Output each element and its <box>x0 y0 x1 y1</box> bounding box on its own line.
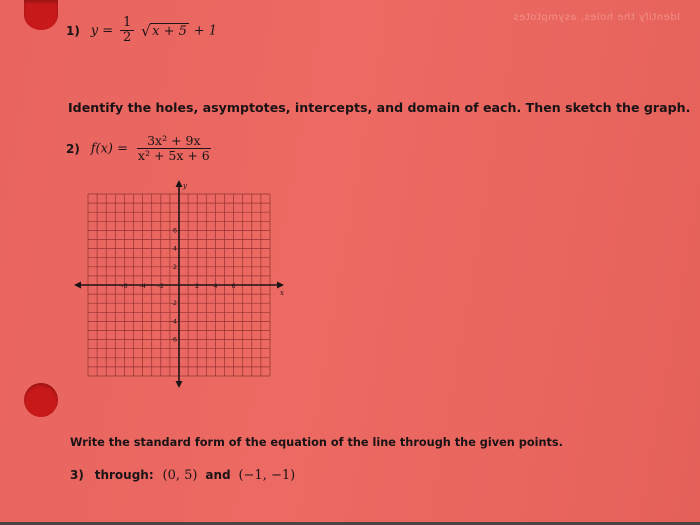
problem-2 <box>66 134 215 163</box>
problem-1-number: 1) <box>66 23 80 38</box>
y-tick-label: 6 <box>172 226 177 235</box>
x-tick-label: 4 <box>213 282 218 290</box>
x-tick-label: 2 <box>195 282 200 290</box>
problem-2-lhs: f(x) = <box>90 141 129 157</box>
x-tick-label: -6 <box>121 282 128 290</box>
y-axis-label: y <box>183 182 187 190</box>
problem-1-sqrt <box>141 21 189 40</box>
x-axis-arrow-left-icon <box>74 282 81 289</box>
problem-1-radicand: x + 5 <box>152 23 187 39</box>
y-axis-arrow-down-icon <box>176 381 183 388</box>
bleed-through-text: Identify the holes, asymptotes <box>512 12 680 23</box>
y-tick-label: 2 <box>172 262 177 271</box>
problem-2-number: 2) <box>66 141 80 156</box>
problem-3-conjunction: and <box>205 468 231 482</box>
coordinate-grid[interactable] <box>70 178 294 388</box>
instruction-heading-1: Identify the holes, asymptotes, intercepts, and domain of each. Then sketch the graph. <box>68 100 691 115</box>
problem-2-denominator: x² + 5x + 6 <box>137 148 210 163</box>
problem-3-point-2: (−1, −1) <box>238 468 296 483</box>
problem-1-frac-den: 2 <box>122 30 132 45</box>
problem-3-label: through: <box>94 468 154 482</box>
problem-2-numerator: 3x² + 9x <box>137 134 210 149</box>
y-axis-arrow-up-icon <box>176 180 183 187</box>
problem-3-point-1: (0, 5) <box>162 468 198 483</box>
binder-hole-bottom <box>24 383 58 417</box>
y-tick-label: -4 <box>170 317 177 326</box>
instruction-heading-2: Write the standard form of the equation of the line through the given points. <box>70 436 563 449</box>
problem-2-fraction <box>135 134 213 163</box>
radical-sign-icon: √ <box>141 21 151 40</box>
problem-1-tail: + 1 <box>193 23 218 39</box>
problem-1-lhs: y = <box>90 23 114 39</box>
problem-1-frac-num: 1 <box>120 16 134 31</box>
problem-3-number: 3) <box>70 468 84 482</box>
problem-3 <box>70 467 295 483</box>
y-tick-label: -6 <box>170 335 177 344</box>
problem-1-fraction <box>120 16 134 45</box>
problem-1 <box>66 16 217 45</box>
x-tick-label: -4 <box>139 282 146 290</box>
x-axis-label: x <box>280 289 284 297</box>
tick-labels <box>121 182 284 344</box>
x-tick-label: -2 <box>157 282 165 290</box>
binder-hole-top <box>24 0 58 30</box>
y-tick-label: -2 <box>170 299 177 308</box>
x-tick-label: 6 <box>231 282 236 290</box>
x-axis-arrow-right-icon <box>277 282 284 289</box>
axes <box>74 180 284 388</box>
y-tick-label: 4 <box>172 244 177 253</box>
